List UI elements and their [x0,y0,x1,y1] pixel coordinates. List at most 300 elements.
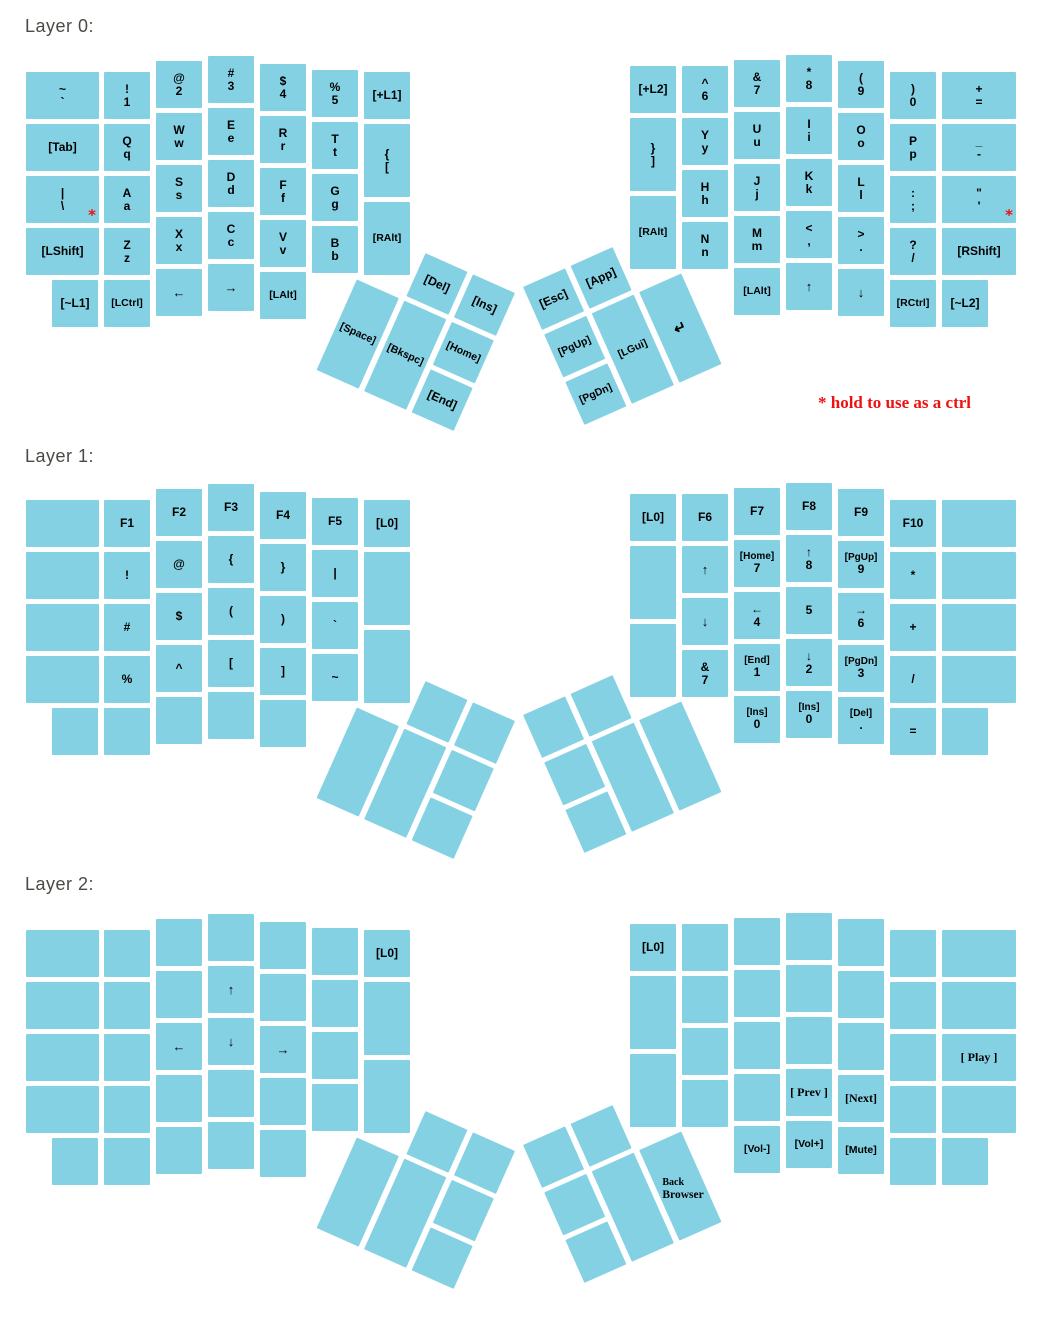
key-label: C c [226,221,236,249]
key-label: { [ [384,146,390,174]
key-blank [838,919,884,966]
key-f [260,168,306,215]
key-a [104,176,150,223]
key-grave [26,72,99,119]
key-label: → 6 [855,602,867,630]
layer-2-title: Layer 2: [25,874,95,894]
key-label: ← [172,284,186,300]
key-blank [208,692,254,739]
key-label: W w [173,122,185,150]
key-label: X x [174,226,183,254]
key-f1 [104,500,150,547]
key-blank [26,500,99,547]
key-blank [156,971,202,1018]
key-x [156,217,202,264]
key-label: [LAlt] [743,284,771,297]
key-label: [PgUp] [556,333,593,359]
key-label: { [228,552,234,567]
key-blank [26,982,99,1029]
key-label: [End] 1 [744,654,770,680]
key-label: # 3 [227,65,235,93]
key-label: / [911,672,915,687]
key-lshift [26,228,99,275]
key-6 [838,593,884,640]
key-lbracket [208,640,254,687]
key-label: + = [975,81,983,109]
key-label: [Home] 7 [739,550,775,576]
key-label: O o [856,122,866,150]
key-blank [890,1138,936,1185]
key-left-arrow [156,1023,202,1070]
key-n [682,222,728,269]
key-label: " ' [976,185,982,213]
key-label: ) [281,612,285,627]
key-label: } ] [650,140,656,168]
key-v [260,220,306,267]
key-w [156,113,202,160]
key-label: Q q [122,133,132,161]
key-label: [LShift] [41,244,84,259]
key-blank [942,982,1016,1029]
key-blank [786,1017,832,1064]
key-label: [ Play ] [960,1050,998,1065]
key-q [104,124,150,171]
key-label: [Esc] [537,286,570,312]
key-h [682,170,728,217]
key-label: J j [753,173,761,201]
key-grave [312,602,358,649]
key-label: E e [226,117,235,145]
key-comma [786,211,832,258]
key-label: @ [173,557,185,572]
key-label: B b [330,235,340,263]
key-period [838,217,884,264]
key-label: ! 1 [123,81,131,109]
key-6 [682,66,728,113]
key-label: [+L1] [372,88,402,103]
key-label: [Bkspc] [385,341,426,369]
key-label: % 5 [329,79,341,107]
key-9 [838,541,884,588]
key-blank [890,1034,936,1081]
key-right-arrow [260,1026,306,1073]
key-blank [838,1023,884,1070]
key-quote [942,176,1016,223]
key-up-arrow [682,546,728,593]
key-m [734,216,780,263]
key-blank [364,982,410,1055]
key-blank [26,1086,99,1133]
key-blank [682,924,728,971]
key-l2 [630,66,676,113]
key-i [786,107,832,154]
key-label: @ 2 [173,70,185,98]
key-blank [104,1034,150,1081]
key-u [734,112,780,159]
key-label: [Del] . [849,707,873,733]
key-label: | [333,566,337,581]
key-label: ) 0 [909,81,917,109]
key-label: Y y [700,127,709,155]
key-label: ` [333,618,337,633]
hold-ctrl-asterisk: * [88,205,96,224]
key-l [838,165,884,212]
key-l1 [52,280,98,327]
key-label: ! [125,568,129,583]
key-s [156,165,202,212]
key-label: [L0] [376,946,398,961]
key-label: F8 [801,499,816,514]
key-blank [364,552,410,625]
key-label: F f [279,177,287,205]
key-dollar [156,593,202,640]
key-right-arrow [208,264,254,311]
key-label: [Home] [444,339,483,365]
key-label: ] [281,664,285,679]
key-label: $ [175,609,183,624]
key-blank [734,970,780,1017]
key-rbrace [260,544,306,591]
key-label: [RCtrl] [896,296,930,309]
key-blank [156,1075,202,1122]
key-label: Z z [123,237,131,265]
key-blank [890,982,936,1029]
key-tilde [312,654,358,701]
key-d [208,160,254,207]
key-blank [26,604,99,651]
key-3 [208,56,254,103]
key-0 [890,72,936,119]
key-blank [312,928,358,975]
key-blank [942,708,988,755]
key-up-arrow [786,263,832,310]
key-blank [942,500,1016,547]
key-label: [~L1] [60,296,90,311]
key-blank [890,1086,936,1133]
key-label: # [123,620,131,635]
key-label: & 7 [752,69,762,97]
key-label: _ - [975,133,983,161]
key-label: F3 [223,500,238,515]
key-equals [890,708,936,755]
key-lctrl [104,280,150,327]
key-left-arrow [156,269,202,316]
key-label: 5 [805,603,813,618]
key-blank [786,965,832,1012]
key-minus [942,124,1016,171]
key-blank [156,919,202,966]
key-label: ← [172,1038,186,1054]
key-c [208,212,254,259]
key-blank [104,982,150,1029]
key-label: I i [807,116,811,144]
key-l0 [630,924,676,971]
key-blank [104,1086,150,1133]
key-label: L l [857,174,865,202]
key-blank [156,1127,202,1174]
key-label: [Tab] [48,140,77,155]
key-label: [RAlt] [372,231,402,244]
key-0 [734,696,780,743]
key-e [208,108,254,155]
key-label: [PgDn] 3 [844,655,878,681]
key-label: F4 [275,508,290,523]
key-label: [Mute] [845,1143,877,1156]
key-label: ← 4 [751,601,763,629]
key-percent [104,656,150,703]
key-tab [26,124,99,171]
key-blank [260,1078,306,1125]
key-0 [786,691,832,738]
key-label: ~ ` [58,81,66,109]
key-f9 [838,489,884,536]
key-label: ( 9 [857,70,865,98]
key-semicolon [890,176,936,223]
key-label: [App] [583,264,619,291]
key-label: ^ 6 [701,75,709,103]
key-label: ↓ [227,1033,235,1049]
key-blank [682,1028,728,1075]
key-l0 [630,494,676,541]
key-r [260,116,306,163]
key-label: F9 [853,505,868,520]
key-rshift [942,228,1016,275]
key-g [312,174,358,221]
key-label: [LAlt] [269,288,297,301]
key-5 [312,70,358,117]
key-label: [Vol+] [794,1137,824,1150]
key-label: [~L2] [950,296,980,311]
key-9 [838,61,884,108]
key-j [734,164,780,211]
key-lbrace [208,536,254,583]
key-blank [942,604,1016,651]
key-label: V v [278,229,287,257]
key-l1 [364,72,410,119]
key-label: [L0] [376,516,398,531]
key-blank [52,1138,98,1185]
key-asterisk [890,552,936,599]
key-label: Back Browser [662,1177,705,1202]
key-4 [734,592,780,639]
key-rbracket [630,118,676,191]
key-label: } [280,560,286,575]
key-lalt [734,268,780,315]
key-7 [682,650,728,697]
key-7 [734,60,780,107]
key-caret [156,645,202,692]
key-o [838,113,884,160]
key-label: F6 [697,510,712,525]
key-label: $ 4 [279,73,287,101]
key-blank [682,1080,728,1127]
key-blank [208,1122,254,1169]
key-blank [312,1032,358,1079]
key-label: M m [751,225,763,253]
key-blank [26,1034,99,1081]
key-7 [734,540,780,587]
key-label: T t [331,131,339,159]
key-label: [L0] [642,940,664,955]
key-period [838,697,884,744]
key-lbracket [364,124,410,197]
key-label: → [224,279,238,295]
key-plus [890,604,936,651]
key-t [312,122,358,169]
key-blank [312,980,358,1027]
key-label: [LCtrl] [111,296,143,309]
key-blank [26,552,99,599]
key-label: F5 [327,514,342,529]
key-2 [786,639,832,686]
key-label: D d [226,169,236,197]
key-f8 [786,483,832,530]
key-blank [734,1022,780,1069]
key-pipe [312,550,358,597]
key-label: ↑ 8 [805,544,813,572]
key-play [942,1034,1016,1081]
key-z [104,228,150,275]
key-blank [104,708,150,755]
key-2 [156,61,202,108]
key-blank [208,914,254,961]
key-label: A a [122,185,132,213]
key-5 [786,587,832,634]
key-blank [52,708,98,755]
key-label: [PgDn] [577,381,614,407]
key-prev [786,1069,832,1116]
key-f7 [734,488,780,535]
key-blank [942,1086,1016,1133]
key-hash [104,604,150,651]
key-label: [End] [425,387,460,413]
key-lparen [208,588,254,635]
key-blank [260,922,306,969]
key-label: * 8 [805,64,813,92]
key-equals [942,72,1016,119]
key-blank [260,1130,306,1177]
key-label: U u [752,121,762,149]
key-f6 [682,494,728,541]
key-label: [Ins] 0 [798,701,820,727]
key-b [312,226,358,273]
key-label: → [276,1041,290,1057]
key-y [682,118,728,165]
key-label: K k [804,168,814,196]
key-blank [630,976,676,1049]
key-4 [260,64,306,111]
key-blank [104,930,150,977]
key-blank [838,971,884,1018]
key-blank [942,656,1016,703]
key-1 [104,72,150,119]
key-vol [786,1121,832,1168]
key-label: G g [330,183,340,211]
key-label: ↑ [805,278,813,294]
key-blank [260,700,306,747]
key-label: < , [805,220,813,248]
key-blank [682,976,728,1023]
key-label: & 7 [700,659,710,687]
layer-1-title: Layer 1: [25,446,95,466]
key-slash [890,656,936,703]
key-label: ( [229,604,233,619]
key-at [156,541,202,588]
key-blank [312,1084,358,1131]
key-label: [Ins] 0 [746,706,768,732]
key-label: % [121,672,133,687]
key-label: * [910,568,916,583]
key-down-arrow [838,269,884,316]
key-label: ? / [909,237,917,265]
key-f2 [156,489,202,536]
key-label: ↓ [857,284,865,300]
key-label: H h [700,179,710,207]
key-label: ↓ [701,613,709,629]
key-l0 [364,930,410,977]
key-next [838,1075,884,1122]
key-k [786,159,832,206]
key-vol [734,1126,780,1173]
key-label: P p [908,133,917,161]
key-label: [LGui] [616,336,650,361]
key-label: [Next] [845,1091,877,1106]
key-f4 [260,492,306,539]
key-label: F10 [902,516,924,531]
layer-0-title: Layer 0: [25,16,95,36]
key-label: ↵ [670,317,690,339]
key-f10 [890,500,936,547]
key-l0 [364,500,410,547]
key-slash [890,228,936,275]
key-label: [RShift] [957,244,1001,259]
key-8 [786,55,832,102]
key-label: ↑ [227,981,235,997]
key-rbracket [260,648,306,695]
key-blank [26,656,99,703]
key-up-arrow [208,966,254,1013]
key-label: F2 [171,505,186,520]
key-blank [630,546,676,619]
key-blank [156,697,202,744]
key-3 [838,645,884,692]
key-label: F1 [119,516,134,531]
key-lalt [260,272,306,319]
key-label: : ; [911,185,915,213]
key-label: R r [278,125,288,153]
key-blank [104,1138,150,1185]
key-blank [734,918,780,965]
key-p [890,124,936,171]
key-down-arrow [208,1018,254,1065]
key-blank [786,913,832,960]
key-blank [260,974,306,1021]
key-blank [942,552,1016,599]
key-label: | \ [60,185,65,213]
key-8 [786,535,832,582]
key-1 [734,644,780,691]
key-rparen [260,596,306,643]
key-label: [Ins] [470,293,500,317]
key-blank [890,930,936,977]
key-label: [ [229,656,233,671]
key-f3 [208,484,254,531]
key-label: [PgUp] 9 [844,551,878,577]
hold-ctrl-asterisk: * [1005,205,1013,224]
key-label: + [909,620,917,635]
key-label: > . [857,226,865,254]
key-label: [Del] [422,271,453,296]
